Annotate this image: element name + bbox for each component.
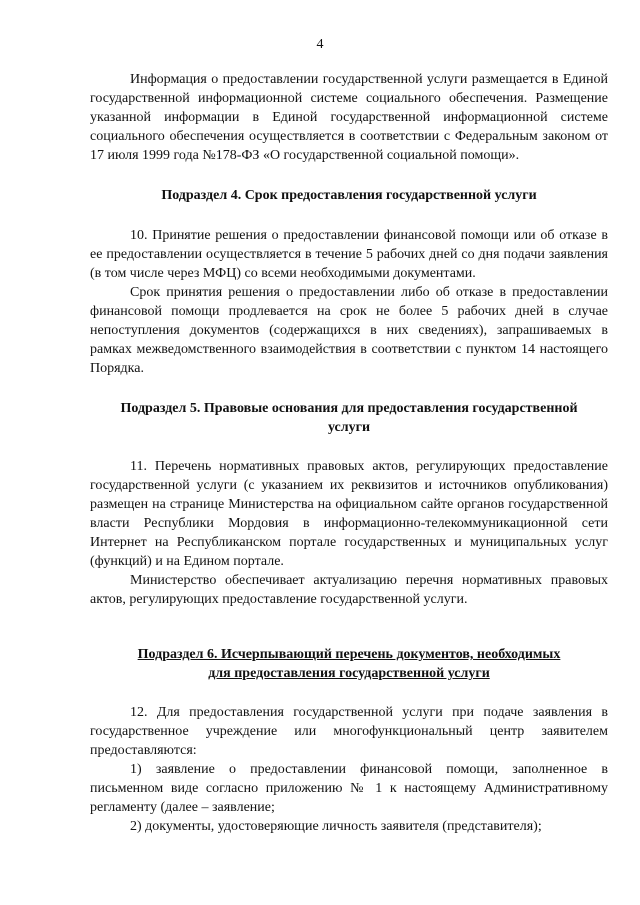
- section-6-heading: [90, 645, 608, 683]
- section-5-heading-line: услуги: [327, 420, 371, 435]
- section-6-heading-line: Подраздел 6. Исчерпывающий перечень документов, необходимых: [137, 647, 561, 662]
- document-body: [90, 70, 608, 836]
- section-5-paragraph: 11. Перечень нормативных правовых актов, регулирующих предоставление государственной услуги (с указанием их реквизитов и источников опубликования) размещен на странице Министерства на официальном сайте органов государственной власти Республики Мордовия в информационно-телекоммуникационной сети Интернет на Республиканском портале государственных и муниципальных услуг (функций) и на Едином портале.: [90, 459, 608, 569]
- section-4-heading-text: Подраздел 4. Срок предоставления государственной услуги: [161, 188, 537, 203]
- section-6-list-item: 2) документы, удостоверяющие личность заявителя (представителя);: [130, 819, 542, 834]
- intro-paragraph: Информация о предоставлении государственной услуги размещается в Единой государственной информационной системе социального обеспечения. Размещение указанной информации в Единой государственной информационной системе социального обеспечения осуществляется в соответствии с Федеральным законом от 17 июля 1999 года №178-ФЗ «О государственной социальной помощи».: [90, 72, 608, 163]
- section-5-heading: [90, 399, 608, 437]
- section-6-heading-line: для предоставления государственной услуги: [208, 666, 490, 681]
- section-4-paragraph: Срок принятия решения о предоставлении либо об отказе в предоставлении финансовой помощи продлевается на срок не более 5 рабочих дней в случае непоступления документов (содержащихся в них сведениях), запрашиваемых в рамках межведомственного взаимодействия в соответствии с пунктом 14 настоящего Порядка.: [90, 285, 608, 376]
- page-number: 4: [316, 37, 324, 52]
- section-5-paragraph: Министерство обеспечивает актуализацию перечня нормативных правовых актов, регулирующих предоставление государственной услуги.: [90, 573, 608, 607]
- section-5-heading-line: Подраздел 5. Правовые основания для предоставления государственной: [120, 401, 578, 416]
- section-4-paragraph: 10. Принятие решения о предоставлении финансовой помощи или об отказе в ее предоставлении осуществляется в течение 5 рабочих дней со дня подачи заявления (в том числе через МФЦ) со всеми необходимыми документами.: [90, 228, 608, 281]
- section-6-paragraph: 12. Для предоставления государственной услуги при подаче заявления в государственное учреждение или многофункциональный центр заявителем предоставляются:: [90, 705, 608, 758]
- section-4-heading: [90, 186, 608, 205]
- section-6-list-item: 1) заявление о предоставлении финансовой помощи, заполненное в письменном виде согласно приложению № 1 к настоящему Административному регламенту (далее – заявление;: [90, 762, 608, 815]
